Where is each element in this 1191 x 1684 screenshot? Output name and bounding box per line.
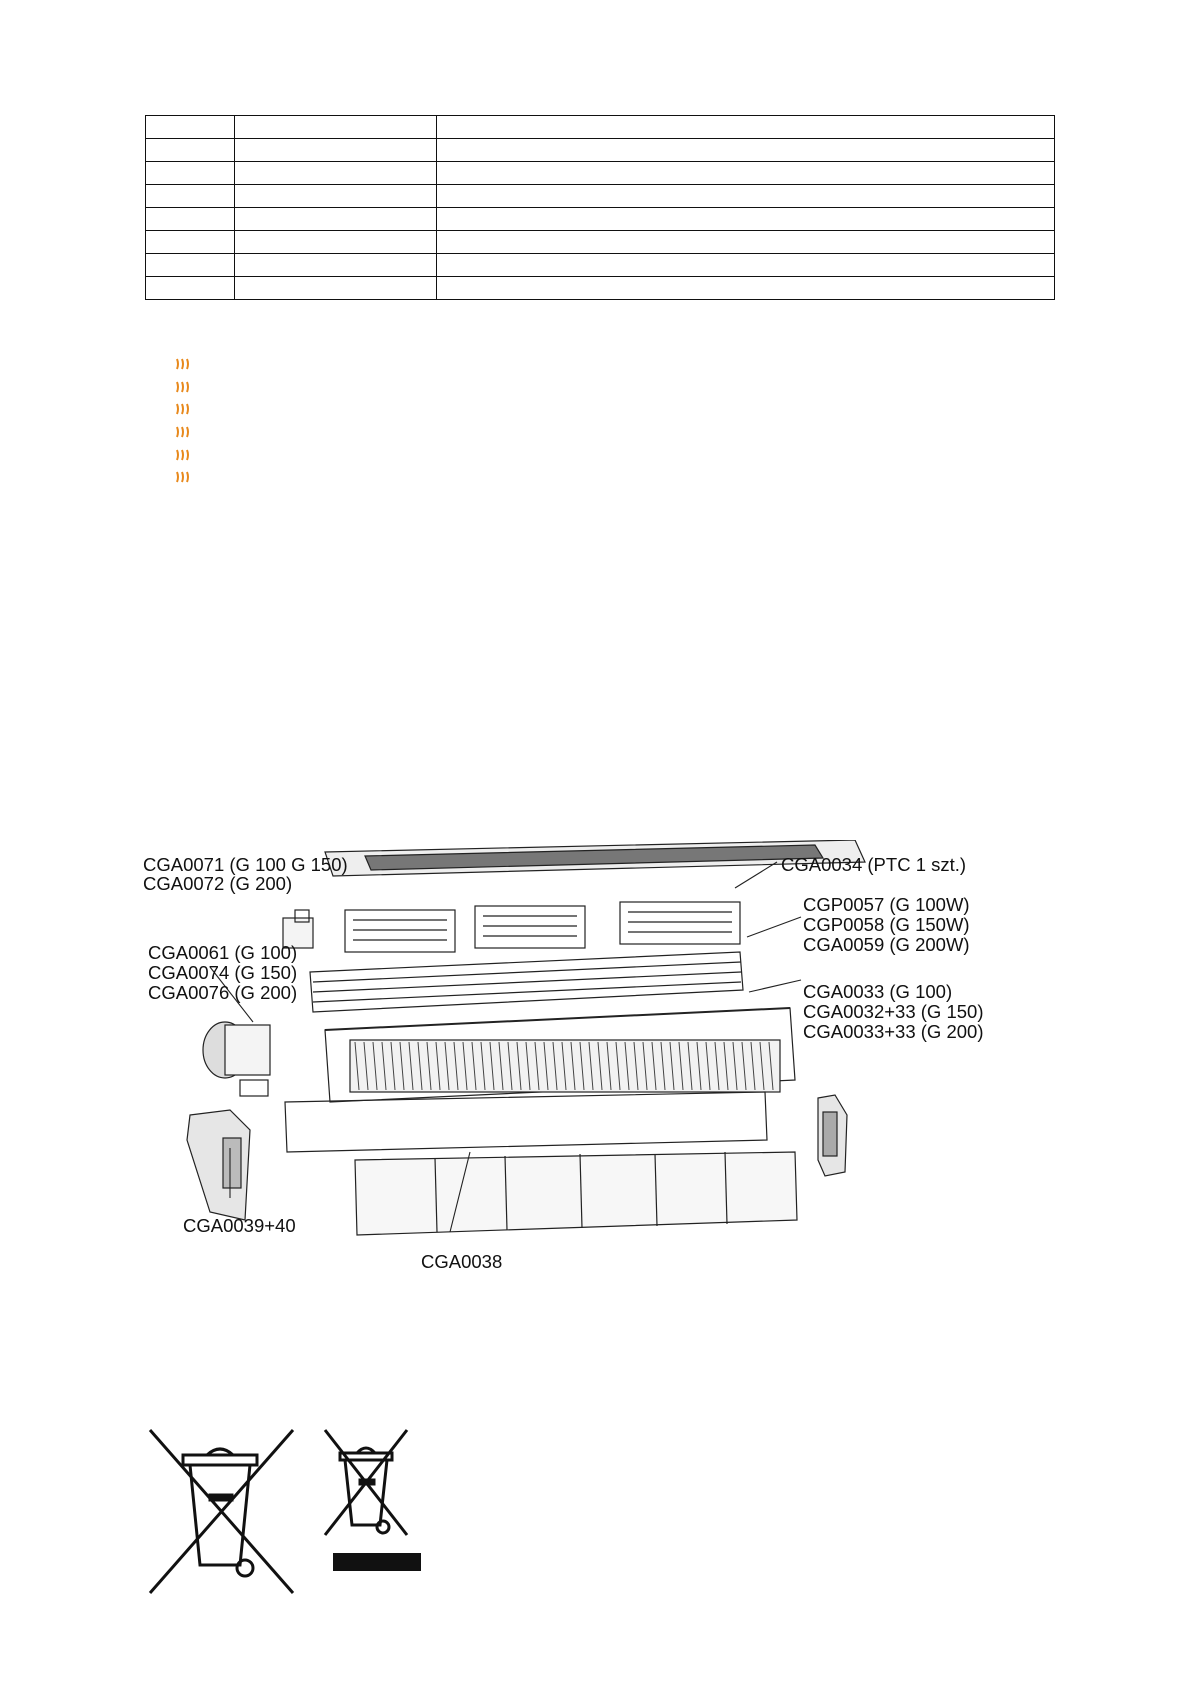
parts-table xyxy=(145,115,1055,300)
label-cga0074: CGA0074 (G 150) xyxy=(148,962,298,983)
tubular-heater xyxy=(310,952,743,1012)
table-cell xyxy=(146,139,235,162)
table-cell xyxy=(437,208,1055,231)
heat-bullet-icon xyxy=(176,376,194,399)
cross-flow-fan xyxy=(325,1008,795,1102)
label-cga0039-40: CGA0039+40 xyxy=(183,1215,296,1236)
table-cell xyxy=(146,277,235,300)
fan-motor xyxy=(203,1022,270,1096)
label-cga0034: CGA0034 (PTC 1 szt.) xyxy=(781,854,967,875)
table-cell xyxy=(146,116,235,139)
table-cell xyxy=(235,208,437,231)
label-cga0059: CGA0059 (G 200W) xyxy=(803,934,970,955)
table-cell xyxy=(437,254,1055,277)
heat-bullet-icon xyxy=(176,353,194,376)
table-row xyxy=(146,185,1055,208)
table-row xyxy=(146,208,1055,231)
table-cell xyxy=(437,277,1055,300)
table-cell xyxy=(146,162,235,185)
table-cell xyxy=(235,277,437,300)
table-cell xyxy=(235,116,437,139)
table-cell xyxy=(437,185,1055,208)
label-cga0061: CGA0061 (G 100) xyxy=(148,942,298,963)
table-row xyxy=(146,277,1055,300)
heat-bullet-icon xyxy=(176,398,194,421)
heat-bullet-icon xyxy=(176,466,194,489)
table-cell xyxy=(437,139,1055,162)
table-cell xyxy=(146,231,235,254)
right-end-cap xyxy=(818,1095,847,1176)
table-cell xyxy=(146,185,235,208)
crossed-out-wheelie-bin-with-bar-icon xyxy=(325,1430,421,1571)
table-cell xyxy=(437,231,1055,254)
table-cell xyxy=(235,139,437,162)
table-row xyxy=(146,139,1055,162)
weee-symbols xyxy=(145,1425,445,1595)
crossed-out-wheelie-bin-icon xyxy=(150,1430,293,1593)
table-row xyxy=(146,231,1055,254)
table-row xyxy=(146,254,1055,277)
table-row xyxy=(146,116,1055,139)
table-cell xyxy=(235,231,437,254)
table-cell xyxy=(437,162,1055,185)
label-cgp0057: CGP0057 (G 100W) xyxy=(803,894,970,915)
heat-bullet-icon xyxy=(176,443,194,466)
table-cell xyxy=(146,208,235,231)
ptc-heater-blocks xyxy=(345,902,740,952)
front-cover xyxy=(285,1092,797,1235)
table-cell xyxy=(146,254,235,277)
bullet-list xyxy=(176,353,194,489)
label-cga0071: CGA0071 (G 100 G 150) xyxy=(143,854,348,875)
label-cga0038: CGA0038 xyxy=(421,1251,503,1272)
table-cell xyxy=(235,162,437,185)
table-row xyxy=(146,162,1055,185)
label-cga0033: CGA0033 (G 100) xyxy=(803,981,953,1002)
label-cgp0058: CGP0058 (G 150W) xyxy=(803,914,970,935)
label-cga0032-33: CGA0032+33 (G 150) xyxy=(803,1001,984,1022)
left-end-cap xyxy=(187,1110,250,1220)
label-cga0076: CGA0076 (G 200) xyxy=(148,982,298,1003)
heat-bullet-icon xyxy=(176,421,194,444)
table-cell xyxy=(437,116,1055,139)
exploded-view-diagram xyxy=(135,840,1075,1380)
label-cga0072: CGA0072 (G 200) xyxy=(143,873,293,894)
label-cga0033-33: CGA0033+33 (G 200) xyxy=(803,1021,984,1042)
table-cell xyxy=(235,254,437,277)
table-cell xyxy=(235,185,437,208)
